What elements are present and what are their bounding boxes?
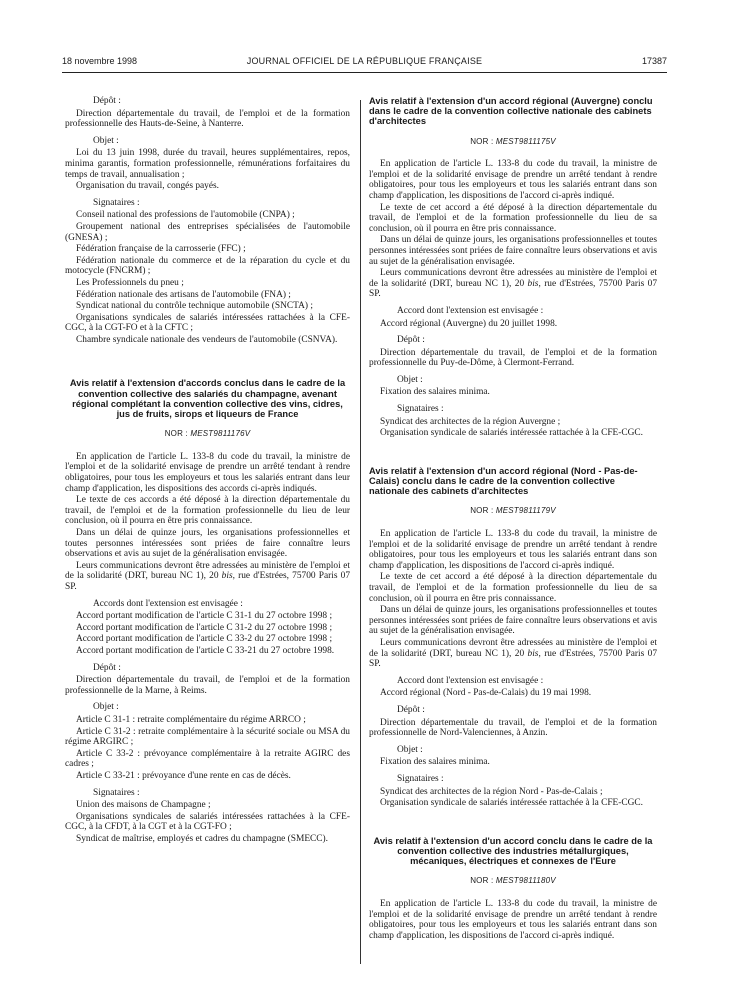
signataire: Organisations syndicales de salariés intéressées rattachées à la CFE-CGC, à la CGT-FO et à la CFTC ; (65, 312, 350, 334)
journal-title: JOURNAL OFFICIEL DE LA RÉPUBLIQUE FRANÇAISE (246, 56, 483, 66)
nor-label: NOR : (470, 506, 494, 516)
body-paragraph: Dans un délai de quinze jours, les organisations professionnelles et toutes personnes intéressées sont priées de faire connaître leurs observations et avis au sujet de la généralisation envisagée. (369, 235, 657, 267)
accord-item: Accord portant modification de l'article C 31-1 du 27 octobre 1998 ; (76, 611, 333, 622)
bis-text: bis, (527, 278, 541, 289)
section-spacer (65, 346, 350, 378)
accord-item: Accord portant modification de l'article C 33-21 du 27 octobre 1998. (76, 645, 335, 656)
signataire: Organisation syndicale de salariés intéressée rattachée à la CFE-CGC. (380, 428, 644, 439)
nor-code: MESТ9811176V (190, 429, 251, 439)
signataire: Syndicat national du contrôle technique automobile (SNCTA) ; (76, 301, 313, 312)
objet-item: Fixation des salaires minima. (380, 757, 490, 768)
body-paragraph: Le texte de ces accords a été déposé à la direction départementale du travail, de l'emploi et de la formation professionnelle du lieu de leur conclusion, où il pourra en être pris connaissance. (65, 495, 350, 527)
header-rule (62, 72, 667, 73)
nor-code: MEST9811180V (495, 876, 556, 886)
signataire: Conseil national des professions de l'automobile (CNPA) ; (76, 210, 295, 221)
objet-item: Loi du 13 juin 1998, durée du travail, heures supplémentaires, repos, minima garantis, formation professionnelle, rémunérations forfaitaires du temps de travail, annualisation ; (65, 148, 350, 180)
signataire: Chambre syndicale nationale des vendeurs de l'automobile (CSNVA). (76, 334, 338, 345)
objet-item: Article C 31-1 : retraite complémentaire du régime ARRCO ; (76, 714, 306, 725)
nor-reference (65, 429, 350, 440)
nor-code: MEST9811179V (495, 506, 556, 516)
address-text-end: rue d'Estrées, 75700 Paris 07 SP. (65, 571, 351, 592)
body-paragraph: En application de l'article L. 133-8 du code du travail, la ministre de l'emploi et de la solidarité envisage de prendre un arrêté tendant à rendre obligatoires, pour tous les employeurs et tous les salariés entrant dans son champ d'application, les dispositions de l'accord ci-après indiqué. (369, 159, 657, 201)
signataires-label: Signataires : (93, 787, 140, 798)
objet-item: Fixation des salaires minima. (380, 387, 490, 398)
page-header (62, 56, 667, 70)
bis-text: bis, (527, 648, 541, 659)
signataires-label: Signataires : (397, 404, 444, 415)
nor-label: NOR : (470, 876, 494, 886)
accord-item: Accord portant modification de l'article C 33-2 du 27 octobre 1998 ; (76, 634, 333, 645)
address-text: Leurs communications devront être adressées au ministère de l'emploi et de la solidarité (DRT, bureau NC 1), 20 (369, 638, 657, 659)
accords-label: Accords dont l'extension est envisagée : (93, 598, 243, 609)
avis-title: Avis relatif à l'extension d'accords conclus dans le cadre de la convention collective des salariés du champagne, avenant régional complétant la convention collective des vins, cidres, jus de fruits, sirops et liqueurs de France (69, 378, 346, 420)
depot-label: Dépôt : (397, 704, 425, 715)
body-paragraph: Le texte de cet accord a été déposé à la direction départementale du travail, de l'emploi et de la formation professionnelle du lieu de sa conclusion, où il pourra en être pris connaissance. (369, 202, 657, 234)
body-paragraph: Dans un délai de quinze jours, les organisations professionnelles et toutes personnes intéressées sont priées de faire connaître leurs observations et avis au sujet de la généralisation envisagée. (65, 528, 350, 560)
depot-label: Dépôt : (93, 96, 121, 106)
body-paragraph: Dans un délai de quinze jours, les organisations professionnelles et toutes personnes intéressées sont priées de faire connaître leurs observations et avis au sujet de la généralisation envisagée. (369, 605, 657, 637)
signataire: Groupement national des entreprises spécialisées de l'automobile (GNESA) ; (65, 221, 350, 243)
signataire: Organisations syndicales de salariés intéressées rattachées à la CFE-CGC, à la CFDT, à la CGT et à la CGT-FO ; (65, 811, 350, 833)
signataire: Union des maisons de Champagne ; (76, 800, 211, 811)
nor-code: MEST9811175V (495, 136, 556, 146)
nor-reference (369, 506, 657, 517)
address-text: Leurs communications devront être adressées au ministère de l'emploi et de la solidarité (DRT, bureau NC 1), 20 (65, 560, 350, 582)
signataire: Syndicat de maîtrise, employés et cadres du champagne (SMECC). (76, 833, 329, 844)
address-text: Leurs communications devront être adressées au ministère de l'emploi et de la solidarité (DRT, bureau NC 1), 20 (369, 268, 657, 289)
objet-label: Objet : (93, 702, 119, 713)
body-paragraph: En application de l'article L. 133-8 du code du travail, la ministre de l'emploi et de la solidarité envisage de prendre un arrêté tendant à rendre obligatoires, pour tous les employeurs et tous les salariés entrant dans son champ d'application, les dispositions de l'accord ci-après indiqué. (369, 898, 657, 941)
body-paragraph (369, 268, 657, 300)
signataire: Fédération nationale du commerce et de la réparation du cycle et du motocycle (FNCRM) ; (65, 255, 350, 277)
bis-text: bis, (221, 571, 235, 582)
accord-item: Accord régional (Nord - Pas-de-Calais) du 19 mai 1998. (380, 688, 592, 699)
nor-label: NOR : (164, 429, 188, 439)
signataire: Fédération française de la carrosserie (FFC) ; (76, 244, 246, 255)
avis-title: Avis relatif à l'extension d'un accord régional (Auvergne) conclu dans le cadre de la convention collective nationale des cabinets d'architectes (369, 96, 653, 127)
objet-item: Article C 31-2 : retraite complémentaire à la sécurité sociale ou MSA du régime ARGIRC ; (65, 726, 350, 748)
issue-date: 18 novembre 1998 (62, 56, 138, 66)
signataire: Syndicat des architectes de la région Nord - Pas-de-Calais ; (380, 786, 603, 797)
column-divider (360, 100, 361, 964)
body-paragraph: Le texte de cet accord a été déposé à la direction départementale du travail, de l'emploi et de la formation professionnelle du lieu de sa conclusion, où il pourra en être pris connaissance. (369, 572, 657, 604)
objet-item: Article C 33-21 : prévoyance d'une rente en cas de décès. (76, 770, 291, 781)
address-text-end: rue d'Estrées, 75700 Paris 07 SP. (369, 648, 658, 670)
objet-label: Objet : (397, 374, 423, 385)
page-number: 17387 (641, 56, 667, 66)
objet-item: Article C 33-2 : prévoyance complémentaire à la retraite AGIRC des cadres ; (65, 748, 350, 770)
right-column (369, 96, 657, 942)
depot-text: Direction départementale du travail, de l'emploi et de la formation professionnelle de la Marne, à Reims. (65, 675, 350, 696)
signataire: Organisation syndicale de salariés intéressée rattachée à la CFE-CGC. (380, 798, 644, 809)
depot-text: Direction départementale du travail, de l'emploi et de la formation professionnelle des Hauts-de-Seine, à Nanterre. (65, 108, 350, 130)
objet-label: Objet : (93, 135, 119, 146)
body-paragraph: En application de l'article L. 133-8 du code du travail, la ministre de l'emploi et de la solidarité envisage de prendre un arrêté tendant à rendre obligatoires, pour tous les employeurs et tous les salariés entrant dans leur champ d'application, les dispositions des accords ci-après indiqués. (65, 451, 350, 494)
section-spacer (369, 440, 657, 466)
body-paragraph: En application de l'article L. 133-8 du code du travail, la ministre de l'emploi et de la solidarité envisage de prendre un arrêté tendant à rendre obligatoires, pour tous les employeurs et tous les salariés entrant dans son champ d'application, les dispositions de l'accord ci-après indiqué. (369, 529, 657, 571)
body-paragraph (65, 561, 350, 593)
signataire: Syndicat des architectes de la région Auvergne ; (380, 416, 561, 427)
accord-label: Accord dont l'extension est envisagée : (397, 675, 544, 686)
depot-label: Dépôt : (397, 335, 425, 346)
nor-label: NOR : (470, 136, 494, 146)
signataire: Les Professionnels du pneu ; (76, 277, 184, 288)
address-text-end: rue d'Estrées, 75700 Paris 07 SP. (369, 278, 658, 300)
accord-label: Accord dont l'extension est envisagée : (397, 305, 544, 316)
objet-item: Organisation du travail, congés payés. (76, 181, 220, 192)
accord-item: Accord portant modification de l'article C 31-2 du 27 octobre 1998 ; (76, 622, 333, 633)
depot-label: Dépôt : (93, 662, 121, 673)
depot-text: Direction départementale du travail, de l'emploi et de la formation professionnelle de Nord-Valenciennes, à Anzin. (369, 717, 657, 739)
body-paragraph (369, 638, 657, 670)
nor-reference (369, 876, 657, 887)
accord-item: Accord régional (Auvergne) du 20 juillet 1998. (380, 318, 558, 329)
nor-reference (369, 137, 657, 148)
section-spacer (369, 810, 657, 836)
avis-title: Avis relatif à l'extension d'un accord conclu dans le cadre de la convention collective des industries métallurgiques, mécaniques, électriques et connexes de l'Eure (373, 835, 653, 867)
left-column (65, 96, 350, 845)
signataires-label: Signataires : (397, 773, 444, 784)
avis-title: Avis relatif à l'extension d'un accord régional (Nord - Pas-de-Calais) conclu dans le cadre de la convention collective nationale des cabinets d'architectes (369, 465, 638, 497)
depot-text: Direction départementale du travail, de l'emploi et de la formation professionnelle du Puy-de-Dôme, à Clermont-Ferrand. (369, 347, 657, 369)
objet-label: Objet : (397, 744, 423, 755)
signataire: Fédération nationale des artisans de l'automobile (FNA) ; (76, 289, 291, 300)
signataires-label: Signataires : (93, 197, 140, 208)
